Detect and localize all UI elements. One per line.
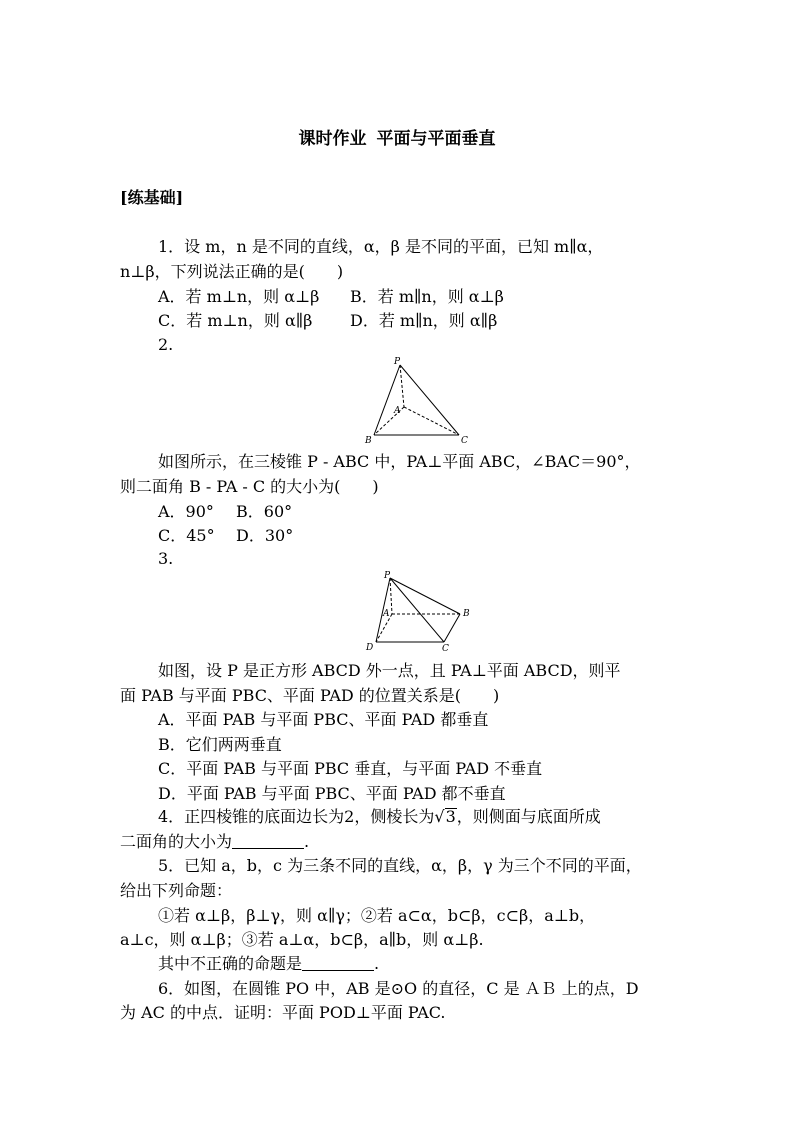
title-part2: 平面与平面垂直 <box>376 129 496 149</box>
q3-number: 3. <box>158 549 174 568</box>
sqrt-sign: √ <box>434 807 445 826</box>
q4-line2-pre: 二面角的大小为 <box>120 832 233 851</box>
q2-option-b: B．60° <box>236 502 293 521</box>
q3-option-d: D．平面 PAB 与平面 PBC、平面 PAD 都不垂直 <box>158 784 506 803</box>
q3-label-c: C <box>442 644 449 652</box>
q3-label-p: P <box>384 571 391 581</box>
q3-label-a: A <box>383 609 390 619</box>
q3-line1: 如图，设 P 是正方形 ABCD 外一点，且 PA⊥平面 ABCD，则平 <box>158 661 621 680</box>
title-part1: 课时作业 <box>298 129 367 149</box>
q2-line1: 如图所示，在三棱锥 P - ABC 中，PA⊥平面 ABC，∠BAC＝90°， <box>158 452 641 471</box>
q1-option-a: A．若 m⊥n，则 α⊥β <box>158 287 320 306</box>
q4-sqrt-value: 3 <box>445 807 456 826</box>
q3-option-b: B．它们两两垂直 <box>158 735 282 754</box>
section-heading: [练基础] <box>120 188 184 207</box>
q2-number: 2. <box>158 335 174 354</box>
q1-line2: n⊥β，下列说法正确的是( ) <box>120 262 344 281</box>
q3-label-b: B <box>463 609 470 619</box>
q5-line5-pre: 其中不正确的命题是 <box>158 954 303 973</box>
q3-label-d: D <box>366 643 374 652</box>
q4-line2-post: . <box>304 832 310 851</box>
q4-line1-pre: 4．正四棱锥的底面边长为2，侧棱长为 <box>158 807 435 826</box>
q2-pyramid-figure <box>362 355 472 447</box>
q1-line1: 1．设 m，n 是不同的直线，α，β 是不同的平面，已知 m∥α， <box>158 237 604 256</box>
q3-option-a: A．平面 PAB 与平面 PBC、平面 PAD 都垂直 <box>158 710 489 729</box>
q4-line1-post: ，则侧面与底面所成 <box>456 807 601 826</box>
q2-label-c: C <box>461 436 468 446</box>
q6-line1: 6．如图，在圆锥 PO 中，AB 是⊙O 的直径，C 是 ＡＢ 上的点，D <box>158 979 639 998</box>
q2-label-a: A <box>394 406 401 416</box>
q1-option-c: C．若 m⊥n，则 α∥β <box>158 311 313 330</box>
q1-option-d: D．若 m∥n，则 α∥β <box>350 311 498 330</box>
q4-line2 <box>120 831 309 853</box>
q2-option-d: D．30° <box>236 526 294 545</box>
q5-line5 <box>158 953 379 975</box>
q5-line4: a⊥c，则 α⊥β；③若 a⊥α，b⊂β，a∥b，则 α⊥β. <box>120 930 484 949</box>
q4-answer-blank[interactable] <box>232 834 304 849</box>
q2-label-p: P <box>394 357 401 367</box>
q2-line2: 则二面角 B - PA - C 的大小为( ) <box>120 477 379 496</box>
page-title <box>0 124 794 149</box>
q3-option-c: C．平面 PAB 与平面 PBC 垂直，与平面 PAD 不垂直 <box>158 759 543 778</box>
q2-option-a: A．90° <box>158 502 214 521</box>
q6-line2: 为 AC 的中点．证明：平面 POD⊥平面 PAC. <box>120 1003 446 1022</box>
q5-line1: 5．已知 a，b，c 为三条不同的直线，α，β，γ 为三个不同的平面， <box>158 856 642 875</box>
q5-line5-post: . <box>374 954 380 973</box>
q3-pyramid-figure <box>362 570 477 652</box>
q2-label-b: B <box>365 436 372 446</box>
q5-answer-blank[interactable] <box>302 956 374 971</box>
q1-option-b: B．若 m∥n，则 α⊥β <box>350 287 504 306</box>
q5-line2: 给出下列命题： <box>120 881 233 900</box>
q4-line1 <box>158 806 601 828</box>
q5-line3: ①若 α⊥β，β⊥γ，则 α∥γ；②若 a⊂α，b⊂β，c⊂β，a⊥b， <box>158 906 596 925</box>
q3-line2: 面 PAB 与平面 PBC、平面 PAD 的位置关系是( ) <box>120 686 500 705</box>
q2-option-c: C．45° <box>158 526 215 545</box>
